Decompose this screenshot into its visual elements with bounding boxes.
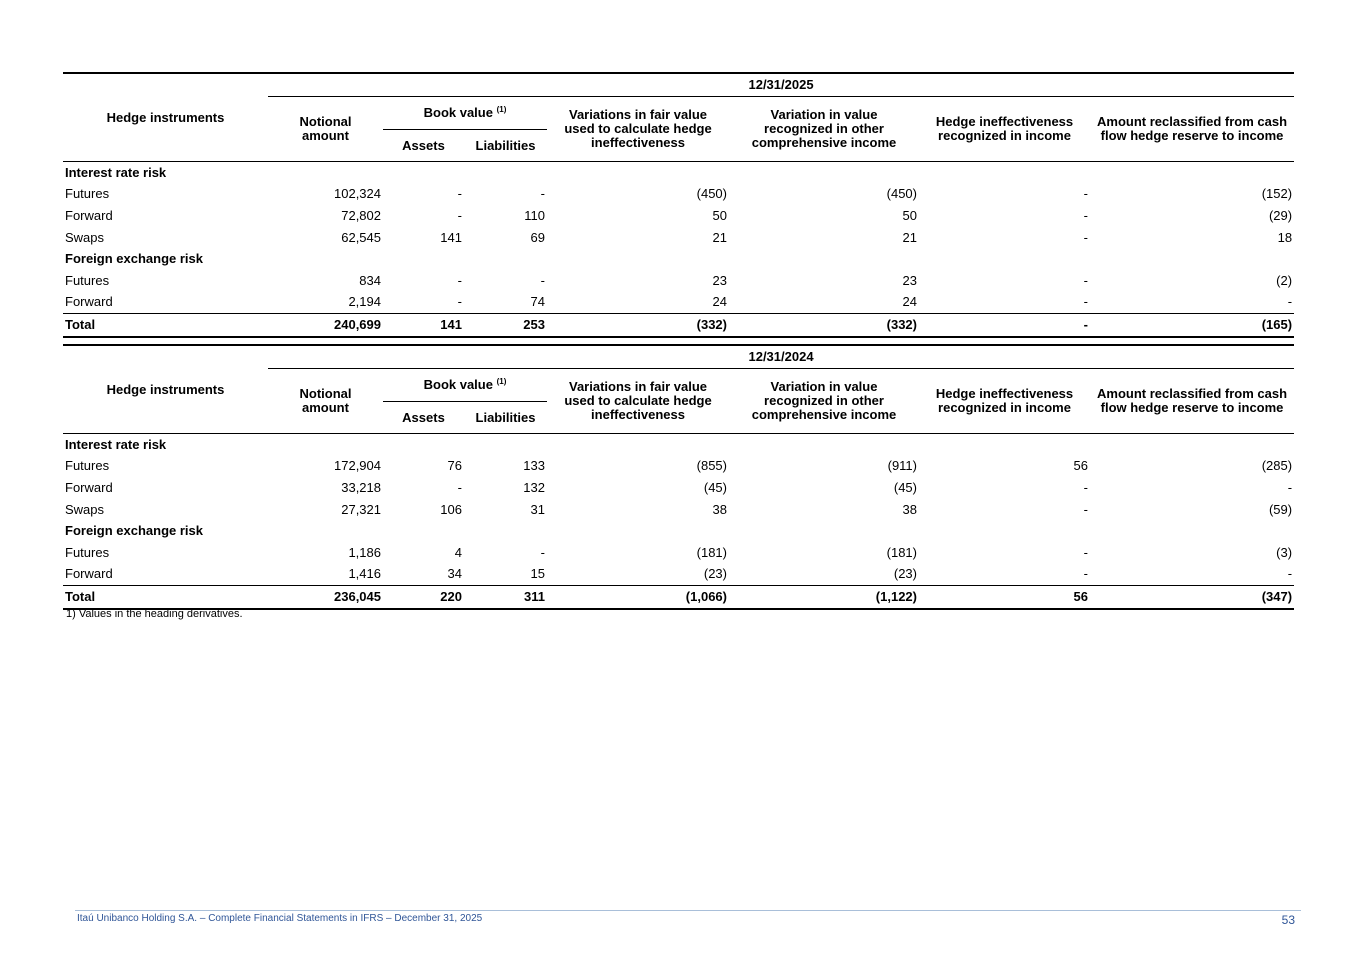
row-label: Forward (65, 294, 113, 310)
row-label: Futures (65, 272, 110, 288)
cell-var-oci: 23 (902, 272, 917, 288)
row-label: Total (63, 314, 268, 337)
cell-assets: - (457, 294, 462, 310)
row-label: Total (63, 586, 268, 609)
cell-reclass: (2) (1276, 272, 1293, 288)
cell-assets: 141 (383, 314, 464, 337)
cell-liabilities: 31 (530, 501, 545, 517)
total-row (63, 586, 1294, 609)
table-row (63, 292, 1294, 314)
footnote-ref: (1) (496, 377, 507, 386)
total-row (63, 314, 1294, 337)
cell-assets: - (457, 207, 462, 223)
cell-var-fair: 38 (712, 501, 727, 517)
cell-var-fair: 50 (712, 207, 727, 223)
cell-var-oci: (332) (729, 314, 919, 337)
cell-assets: - (457, 479, 462, 495)
cell-ineff: - (1083, 544, 1088, 560)
cell-ineff: - (1083, 566, 1088, 582)
cell-liabilities: - (540, 272, 545, 288)
section-row (63, 162, 1294, 184)
col-header-variations-fair-value: Variations in fair value used to calculate hedge ineffectiveness (547, 369, 729, 434)
cell-var-oci: (45) (893, 479, 917, 495)
cell-notional: 240,699 (268, 314, 383, 337)
section-row (63, 434, 1294, 456)
cell-var-fair: (23) (703, 566, 727, 582)
cell-reclass: (285) (1261, 458, 1293, 474)
period-header: 12/31/2024 (268, 345, 1294, 369)
cell-var-fair: (332) (547, 314, 729, 337)
cell-var-oci: 38 (902, 501, 917, 517)
footer-text: Itaú Unibanco Holding S.A. – Complete Financial Statements in IFRS – December 31, 2025 (77, 913, 483, 924)
section-label: Foreign exchange risk (65, 251, 203, 267)
cell-var-fair: (1,066) (547, 586, 729, 609)
col-header-hedge-ineffectiveness: Hedge ineffectiveness recognized in income (919, 369, 1090, 434)
cell-var-oci: (181) (886, 544, 917, 560)
col-header-book-value: Book value $^{(1)}$ (383, 97, 547, 130)
cell-notional: 62,545 (341, 229, 381, 245)
cell-assets: 141 (440, 229, 462, 245)
cell-reclass: (165) (1090, 314, 1294, 337)
footer-divider (75, 910, 1301, 911)
cell-assets: - (457, 272, 462, 288)
cell-reclass: (152) (1261, 186, 1293, 202)
cell-ineff: - (919, 314, 1090, 337)
cell-ineff: - (1083, 294, 1088, 310)
cell-var-oci: 50 (902, 207, 917, 223)
cell-var-oci: (1,122) (729, 586, 919, 609)
cell-assets: 76 (447, 458, 462, 474)
col-header-book-value: Book value $^{(1)}$ (383, 369, 547, 402)
col-header-variation-oci: Variation in value recognized in other comprehensive income (729, 97, 919, 162)
row-label: Futures (65, 458, 110, 474)
cell-reclass: 18 (1277, 229, 1293, 245)
col-header-variations-fair-value: Variations in fair value used to calculate hedge ineffectiveness (547, 97, 729, 162)
col-header-hedge-ineffectiveness: Hedge ineffectiveness recognized in income (919, 97, 1090, 162)
row-label: Forward (65, 479, 113, 495)
table-row (63, 542, 1294, 564)
col-header-liabilities: Liabilities (464, 130, 547, 162)
cell-var-oci: (23) (893, 566, 917, 582)
cell-reclass: (3) (1276, 544, 1293, 560)
col-header-assets: Assets (383, 130, 464, 162)
cell-notional: 2,194 (348, 294, 381, 310)
cell-var-oci: (450) (886, 186, 917, 202)
table-row (63, 227, 1294, 249)
col-header-hedge-instruments: Hedge instruments (63, 345, 268, 434)
cell-notional: 102,324 (334, 186, 381, 202)
col-header-notional: Notional amount (268, 369, 383, 434)
cell-notional: 33,218 (341, 479, 381, 495)
cell-reclass: (59) (1268, 501, 1293, 517)
cell-liabilities: - (540, 186, 545, 202)
col-header-amount-reclassified: Amount reclassified from cash flow hedge reserve to income (1090, 97, 1294, 162)
hedge-table (63, 72, 1294, 338)
table-row (63, 205, 1294, 227)
cell-var-fair: 24 (712, 294, 727, 310)
table-row (63, 270, 1294, 292)
table-row (63, 184, 1294, 206)
table-row (63, 477, 1294, 499)
cell-liabilities: 253 (464, 314, 547, 337)
section-label: Interest rate risk (65, 436, 167, 452)
row-label: Futures (65, 186, 110, 202)
cell-notional: 1,416 (348, 566, 381, 582)
section-label: Foreign exchange risk (65, 523, 203, 539)
col-header-hedge-instruments: Hedge instruments (63, 73, 268, 162)
cell-reclass: (347) (1090, 586, 1294, 609)
cell-notional: 834 (359, 272, 381, 288)
cell-ineff: - (1083, 479, 1088, 495)
cell-var-fair: (45) (703, 479, 727, 495)
cell-liabilities: 15 (530, 566, 545, 582)
row-label: Forward (65, 207, 113, 223)
cell-var-oci: 21 (902, 229, 917, 245)
cell-notional: 236,045 (268, 586, 383, 609)
section-row (63, 248, 1294, 270)
row-label: Forward (65, 566, 113, 582)
cell-ineff: 56 (1073, 458, 1088, 474)
cell-liabilities: 74 (530, 294, 545, 310)
cell-ineff: - (1083, 272, 1088, 288)
row-label: Swaps (65, 229, 105, 245)
hedge-table (63, 344, 1294, 610)
page-number: 53 (1281, 913, 1295, 927)
table-row (63, 499, 1294, 521)
cell-ineff: 56 (919, 586, 1090, 609)
section-row (63, 520, 1294, 542)
cell-assets: 34 (447, 566, 462, 582)
row-label: Futures (65, 544, 110, 560)
col-header-variation-oci: Variation in value recognized in other comprehensive income (729, 369, 919, 434)
cell-liabilities: 311 (464, 586, 547, 609)
col-header-notional: Notional amount (268, 97, 383, 162)
table-row (63, 564, 1294, 586)
footnote: 1) Values in the heading derivatives. (66, 608, 243, 620)
cell-var-fair: (181) (696, 544, 727, 560)
cell-assets: 220 (383, 586, 464, 609)
cell-var-fair: 23 (712, 272, 727, 288)
cell-reclass: - (1287, 294, 1293, 310)
cell-var-fair: 21 (712, 229, 727, 245)
table-row (63, 456, 1294, 478)
cell-liabilities: 69 (530, 229, 545, 245)
cell-liabilities: 110 (524, 207, 545, 223)
col-header-liabilities: Liabilities (464, 402, 547, 434)
cell-notional: 27,321 (341, 501, 381, 517)
footnote-ref: (1) (496, 105, 507, 114)
col-header-amount-reclassified: Amount reclassified from cash flow hedge reserve to income (1090, 369, 1294, 434)
cell-reclass: (29) (1268, 207, 1293, 223)
cell-liabilities: - (540, 544, 545, 560)
cell-notional: 172,904 (334, 458, 381, 474)
cell-liabilities: 133 (523, 458, 545, 474)
cell-ineff: - (1083, 207, 1088, 223)
cell-reclass: - (1287, 566, 1293, 582)
period-header: 12/31/2025 (268, 73, 1294, 97)
cell-ineff: - (1083, 229, 1088, 245)
cell-ineff: - (1083, 186, 1088, 202)
cell-var-fair: (855) (696, 458, 727, 474)
cell-notional: 1,186 (348, 544, 381, 560)
cell-assets: 106 (440, 501, 462, 517)
cell-reclass: - (1287, 479, 1293, 495)
cell-assets: - (457, 186, 462, 202)
cell-var-fair: (450) (696, 186, 727, 202)
cell-var-oci: 24 (902, 294, 917, 310)
cell-notional: 72,802 (341, 207, 381, 223)
col-header-assets: Assets (383, 402, 464, 434)
cell-ineff: - (1083, 501, 1088, 517)
cell-var-oci: (911) (887, 458, 917, 474)
row-label: Swaps (65, 501, 105, 517)
cell-liabilities: 132 (523, 479, 545, 495)
section-label: Interest rate risk (65, 164, 167, 180)
cell-assets: 4 (454, 544, 462, 560)
